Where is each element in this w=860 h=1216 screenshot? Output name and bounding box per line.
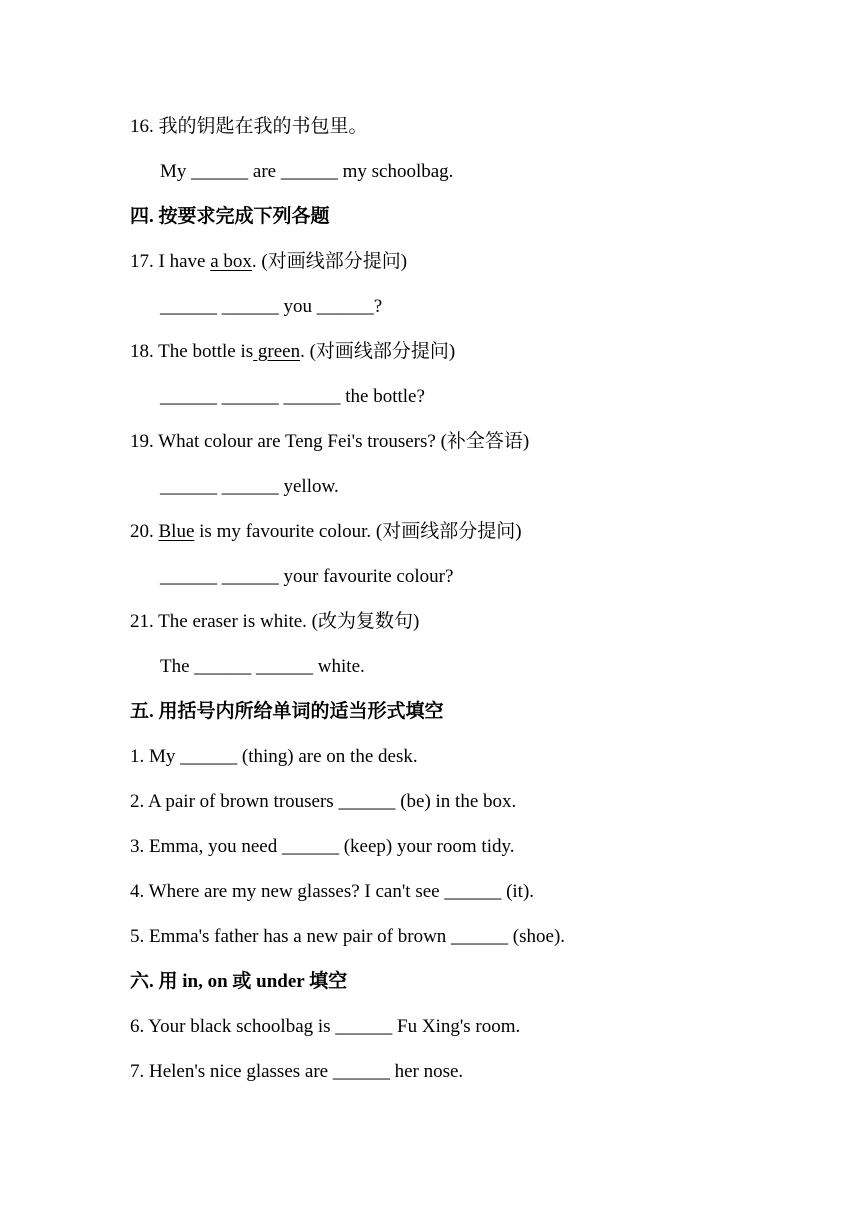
q20-prompt [130, 517, 522, 547]
q16-answer-line: My ______ are ______ my schoolbag. [160, 161, 454, 182]
section-5-item-1: 1. My ______ (thing) are on the desk. [130, 746, 418, 767]
q17-prompt-pre: 17. I have [130, 251, 211, 272]
section-5-item-5: 5. Emma's father has a new pair of brown ______ (shoe). [130, 926, 566, 947]
q16-prompt: 16. 我的钥匙在我的书包里。 [130, 116, 368, 137]
section-6-item-7: 7. Helen's nice glasses are ______ her nose. [130, 1061, 464, 1082]
q20-underlined-part: Blue [158, 521, 195, 542]
q21-answer-line: The ______ ______ white. [160, 656, 365, 677]
q17-prompt-post: . (对画线部分提问) [251, 251, 408, 272]
q17-answer-line: ______ ______ you ______? [160, 296, 383, 317]
q21-prompt: 21. The eraser is white. (改为复数句) [130, 611, 420, 632]
q18-prompt-post: . (对画线部分提问) [300, 341, 456, 362]
q19-answer-line: ______ ______ yellow. [160, 476, 339, 497]
section-5-heading: 五. 用括号内所给单词的适当形式填空 [130, 701, 444, 722]
q18-underlined-part: green [253, 341, 301, 362]
q18-prompt-pre: 18. The bottle is [130, 341, 254, 362]
q20-prompt-post: is my favourite colour. (对画线部分提问) [194, 521, 522, 542]
section-5-item-2: 2. A pair of brown trousers ______ (be) in the box. [130, 791, 517, 812]
section-6-heading: 六. 用 in, on 或 under 填空 [130, 971, 348, 992]
q19-prompt: 19. What colour are Teng Fei's trousers? (补全答语) [130, 431, 530, 452]
q18-answer-line: ______ ______ ______ the bottle? [160, 386, 425, 407]
section-5-item-4: 4. Where are my new glasses? I can't see ______ (it). [130, 881, 535, 902]
q20-prompt-pre: 20. [130, 521, 159, 542]
section-4-heading: 四. 按要求完成下列各题 [130, 206, 330, 227]
q20-answer-line: ______ ______ your favourite colour? [160, 566, 454, 587]
q17-prompt [130, 247, 407, 277]
q17-underlined-part: a box [210, 251, 252, 272]
section-5-item-3: 3. Emma, you need ______ (keep) your room tidy. [130, 836, 515, 857]
q18-prompt [130, 337, 455, 367]
section-6-item-6: 6. Your black schoolbag is ______ Fu Xing's room. [130, 1016, 521, 1037]
